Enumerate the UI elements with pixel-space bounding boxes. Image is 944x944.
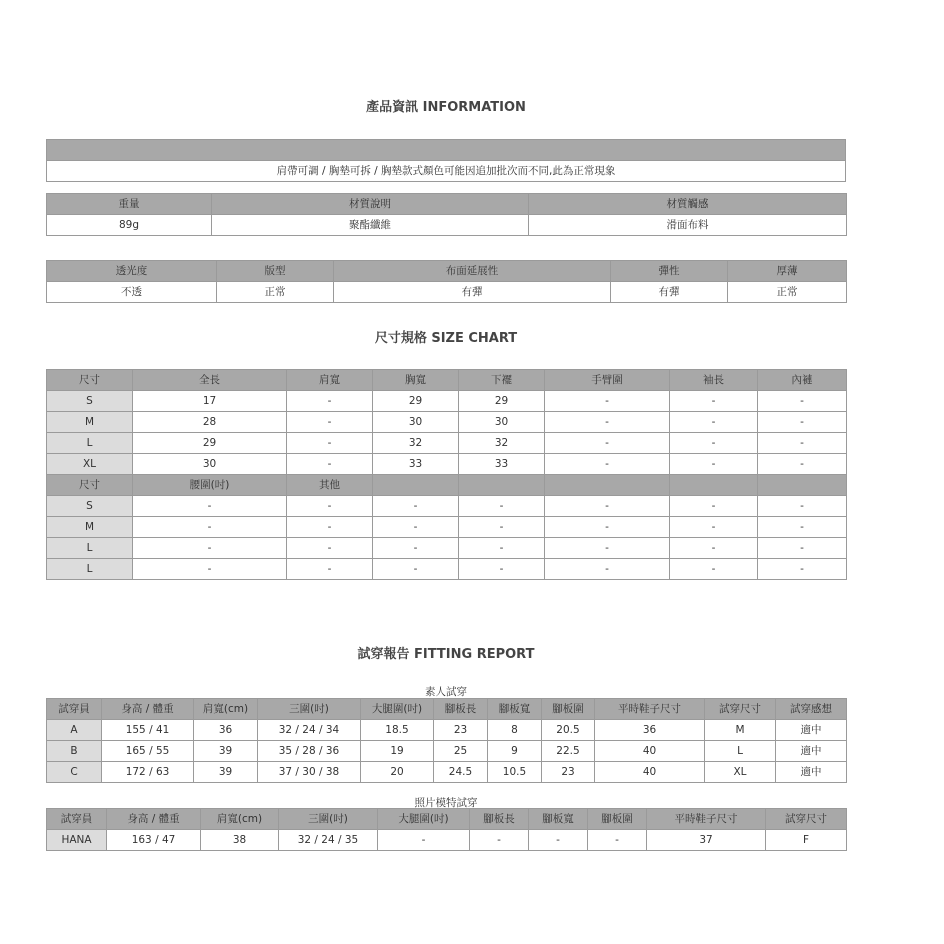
amateur-data-cell: 40: [595, 762, 705, 783]
size-data-2-cell: M: [47, 517, 133, 538]
size-data-cell: -: [545, 433, 670, 454]
size-data-cell: XL: [47, 454, 133, 475]
amateur-header-cell: 試穿尺寸: [705, 699, 776, 720]
info2-elasticity: 有彈: [611, 282, 728, 303]
model-header-cell: 試穿尺寸: [766, 809, 847, 830]
size-header-row: [47, 370, 847, 391]
model-data-row: [47, 830, 847, 851]
size-data-cell: M: [47, 412, 133, 433]
info2-opacity: 不透: [47, 282, 217, 303]
amateur-data-cell: 23: [542, 762, 595, 783]
size-header-2-cell: [459, 475, 545, 496]
size-chart-table: [46, 369, 847, 580]
size-data-cell: 17: [133, 391, 287, 412]
fitting-title: 試穿報告 FITTING REPORT: [357, 647, 535, 662]
model-header-cell: 試穿員: [47, 809, 107, 830]
model-header-row: [47, 809, 847, 830]
size-data-2-cell: -: [758, 496, 847, 517]
info2-header-elasticity: 彈性: [611, 261, 728, 282]
model-data-cell: F: [766, 830, 847, 851]
size-header-cell: 胸寬: [373, 370, 459, 391]
amateur-header-cell: 腳板寬: [488, 699, 542, 720]
amateur-data-cell: 25: [434, 741, 488, 762]
size-data-2-cell: -: [287, 517, 373, 538]
size-data-row: [47, 454, 847, 475]
size-header-2-cell: [758, 475, 847, 496]
amateur-data-cell: A: [47, 720, 102, 741]
size-data-2-cell: -: [670, 517, 758, 538]
model-caption: 照片模特試穿: [414, 797, 478, 809]
size-data-2-row: [47, 496, 847, 517]
size-header-cell: 袖長: [670, 370, 758, 391]
model-header-cell: 平時鞋子尺寸: [647, 809, 766, 830]
amateur-header-cell: 身高 / 體重: [102, 699, 194, 720]
size-data-cell: 30: [459, 412, 545, 433]
size-header-2-cell: 其他: [287, 475, 373, 496]
amateur-data-cell: 35 / 28 / 36: [258, 741, 361, 762]
amateur-header-row: [47, 699, 847, 720]
amateur-fitting-table: [46, 698, 847, 783]
size-data-2-cell: -: [545, 538, 670, 559]
size-header-cell: 全長: [133, 370, 287, 391]
amateur-header-cell: 肩寬(cm): [194, 699, 258, 720]
model-data-cell: 38: [201, 830, 279, 851]
size-data-row: [47, 391, 847, 412]
model-fitting-table: [46, 808, 847, 851]
size-data-cell: 33: [373, 454, 459, 475]
amateur-data-cell: C: [47, 762, 102, 783]
info-note-table: [46, 139, 846, 182]
size-data-2-cell: -: [758, 538, 847, 559]
model-data-cell: 32 / 24 / 35: [279, 830, 378, 851]
amateur-data-cell: B: [47, 741, 102, 762]
info2-header-opacity: 透光度: [47, 261, 217, 282]
size-header-2-cell: [373, 475, 459, 496]
size-header-2-cell: 尺寸: [47, 475, 133, 496]
size-data-2-cell: -: [133, 496, 287, 517]
size-data-cell: -: [758, 433, 847, 454]
size-data-cell: -: [545, 391, 670, 412]
size-data-cell: L: [47, 433, 133, 454]
size-data-2-row: [47, 538, 847, 559]
size-header-cell: 內褳: [758, 370, 847, 391]
size-data-2-cell: -: [373, 517, 459, 538]
size-data-2-cell: -: [373, 538, 459, 559]
size-header-2-row: [47, 475, 847, 496]
size-data-cell: 29: [133, 433, 287, 454]
size-header-cell: 手臂圍: [545, 370, 670, 391]
amateur-data-cell: 165 / 55: [102, 741, 194, 762]
size-data-2-cell: -: [459, 496, 545, 517]
size-data-cell: S: [47, 391, 133, 412]
size-data-2-cell: -: [545, 496, 670, 517]
amateur-data-cell: 19: [361, 741, 434, 762]
size-data-2-cell: -: [545, 559, 670, 580]
model-header-cell: 身高 / 體重: [107, 809, 201, 830]
amateur-header-cell: 腳板圍: [542, 699, 595, 720]
size-data-2-cell: -: [758, 559, 847, 580]
size-data-cell: 32: [373, 433, 459, 454]
amateur-data-cell: 36: [595, 720, 705, 741]
info1-material: 聚酯纖維: [212, 215, 529, 236]
model-header-cell: 三圍(吋): [279, 809, 378, 830]
size-data-row: [47, 433, 847, 454]
size-data-2-cell: -: [459, 538, 545, 559]
info1-header-material: 材質說明: [212, 194, 529, 215]
size-data-cell: -: [670, 454, 758, 475]
info-note: 肩帶可調 / 胸墊可拆 / 胸墊款式顏色可能因追加批次而不同,此為正常現象: [47, 161, 846, 182]
size-data-2-row: [47, 517, 847, 538]
size-data-cell: -: [287, 391, 373, 412]
amateur-data-row: [47, 741, 847, 762]
amateur-data-cell: 39: [194, 762, 258, 783]
amateur-data-cell: 20.5: [542, 720, 595, 741]
size-data-2-cell: -: [287, 496, 373, 517]
info1-weight: 89g: [47, 215, 212, 236]
model-data-cell: -: [378, 830, 470, 851]
model-data-cell: 37: [647, 830, 766, 851]
size-data-2-cell: -: [373, 496, 459, 517]
info2-header-fit: 版型: [217, 261, 334, 282]
model-data-cell: 163 / 47: [107, 830, 201, 851]
model-header-cell: 腳板長: [470, 809, 529, 830]
size-title: 尺寸規格 SIZE CHART: [374, 331, 518, 346]
size-data-cell: -: [670, 412, 758, 433]
size-data-cell: -: [287, 433, 373, 454]
info2-header-stretch: 布面延展性: [334, 261, 611, 282]
size-header-cell: 尺寸: [47, 370, 133, 391]
size-data-cell: -: [545, 454, 670, 475]
size-data-2-cell: -: [670, 496, 758, 517]
amateur-data-cell: 22.5: [542, 741, 595, 762]
info2-fit: 正常: [217, 282, 334, 303]
size-data-2-cell: -: [287, 559, 373, 580]
model-data-cell: -: [588, 830, 647, 851]
info2-stretch: 有彈: [334, 282, 611, 303]
size-header-2-cell: [670, 475, 758, 496]
size-data-cell: 28: [133, 412, 287, 433]
info-table-1: [46, 193, 847, 236]
info2-thickness: 正常: [728, 282, 847, 303]
size-data-2-row: [47, 559, 847, 580]
info1-header-texture: 材質觸感: [529, 194, 847, 215]
size-data-2-cell: -: [459, 517, 545, 538]
amateur-data-cell: 24.5: [434, 762, 488, 783]
size-data-2-cell: -: [373, 559, 459, 580]
amateur-data-row: [47, 720, 847, 741]
size-data-2-cell: -: [670, 538, 758, 559]
size-header-2-cell: 腰圍(吋): [133, 475, 287, 496]
model-data-cell: HANA: [47, 830, 107, 851]
size-data-cell: -: [758, 391, 847, 412]
amateur-data-cell: 39: [194, 741, 258, 762]
size-data-cell: -: [670, 391, 758, 412]
amateur-data-cell: 10.5: [488, 762, 542, 783]
size-data-2-cell: L: [47, 538, 133, 559]
size-data-cell: 30: [133, 454, 287, 475]
amateur-data-cell: 36: [194, 720, 258, 741]
amateur-header-cell: 平時鞋子尺寸: [595, 699, 705, 720]
model-header-cell: 肩寬(cm): [201, 809, 279, 830]
size-data-2-cell: S: [47, 496, 133, 517]
size-data-cell: 29: [459, 391, 545, 412]
size-header-cell: 下襬: [459, 370, 545, 391]
amateur-data-row: [47, 762, 847, 783]
size-data-cell: -: [758, 412, 847, 433]
amateur-caption: 素人試穿: [425, 686, 467, 698]
amateur-data-cell: 32 / 24 / 34: [258, 720, 361, 741]
size-header-2-cell: [545, 475, 670, 496]
amateur-data-cell: 適中: [776, 762, 847, 783]
amateur-header-cell: 試穿員: [47, 699, 102, 720]
size-data-2-cell: -: [133, 538, 287, 559]
amateur-data-cell: L: [705, 741, 776, 762]
amateur-data-cell: 適中: [776, 720, 847, 741]
size-data-2-cell: -: [133, 517, 287, 538]
amateur-data-cell: 18.5: [361, 720, 434, 741]
size-data-row: [47, 412, 847, 433]
amateur-data-cell: 40: [595, 741, 705, 762]
info-table-2: [46, 260, 847, 303]
amateur-data-cell: 9: [488, 741, 542, 762]
size-data-cell: 33: [459, 454, 545, 475]
amateur-data-cell: 23: [434, 720, 488, 741]
size-data-2-cell: -: [758, 517, 847, 538]
info1-texture: 滑面布料: [529, 215, 847, 236]
size-data-cell: 30: [373, 412, 459, 433]
size-data-cell: -: [758, 454, 847, 475]
info-title: 產品資訊 INFORMATION: [366, 100, 526, 115]
amateur-header-cell: 腳板長: [434, 699, 488, 720]
amateur-data-cell: 8: [488, 720, 542, 741]
amateur-data-cell: 37 / 30 / 38: [258, 762, 361, 783]
amateur-data-cell: 172 / 63: [102, 762, 194, 783]
info2-header-thickness: 厚薄: [728, 261, 847, 282]
size-header-cell: 肩寬: [287, 370, 373, 391]
size-data-cell: -: [545, 412, 670, 433]
size-data-cell: -: [670, 433, 758, 454]
amateur-data-cell: XL: [705, 762, 776, 783]
size-data-cell: -: [287, 412, 373, 433]
amateur-data-cell: 適中: [776, 741, 847, 762]
size-data-2-cell: -: [287, 538, 373, 559]
amateur-header-cell: 試穿感想: [776, 699, 847, 720]
size-data-2-cell: -: [133, 559, 287, 580]
amateur-header-cell: 大腿圍(吋): [361, 699, 434, 720]
model-header-cell: 腳板圍: [588, 809, 647, 830]
size-data-cell: 29: [373, 391, 459, 412]
size-data-cell: 32: [459, 433, 545, 454]
amateur-data-cell: 155 / 41: [102, 720, 194, 741]
size-data-2-cell: -: [545, 517, 670, 538]
model-header-cell: 大腿圍(吋): [378, 809, 470, 830]
size-data-2-cell: L: [47, 559, 133, 580]
amateur-data-cell: 20: [361, 762, 434, 783]
model-data-cell: -: [529, 830, 588, 851]
amateur-data-cell: M: [705, 720, 776, 741]
model-data-cell: -: [470, 830, 529, 851]
info1-header-weight: 重量: [47, 194, 212, 215]
size-data-cell: -: [287, 454, 373, 475]
amateur-header-cell: 三圍(吋): [258, 699, 361, 720]
size-data-2-cell: -: [670, 559, 758, 580]
model-header-cell: 腳板寬: [529, 809, 588, 830]
size-data-2-cell: -: [459, 559, 545, 580]
info-note-header: [47, 140, 846, 161]
